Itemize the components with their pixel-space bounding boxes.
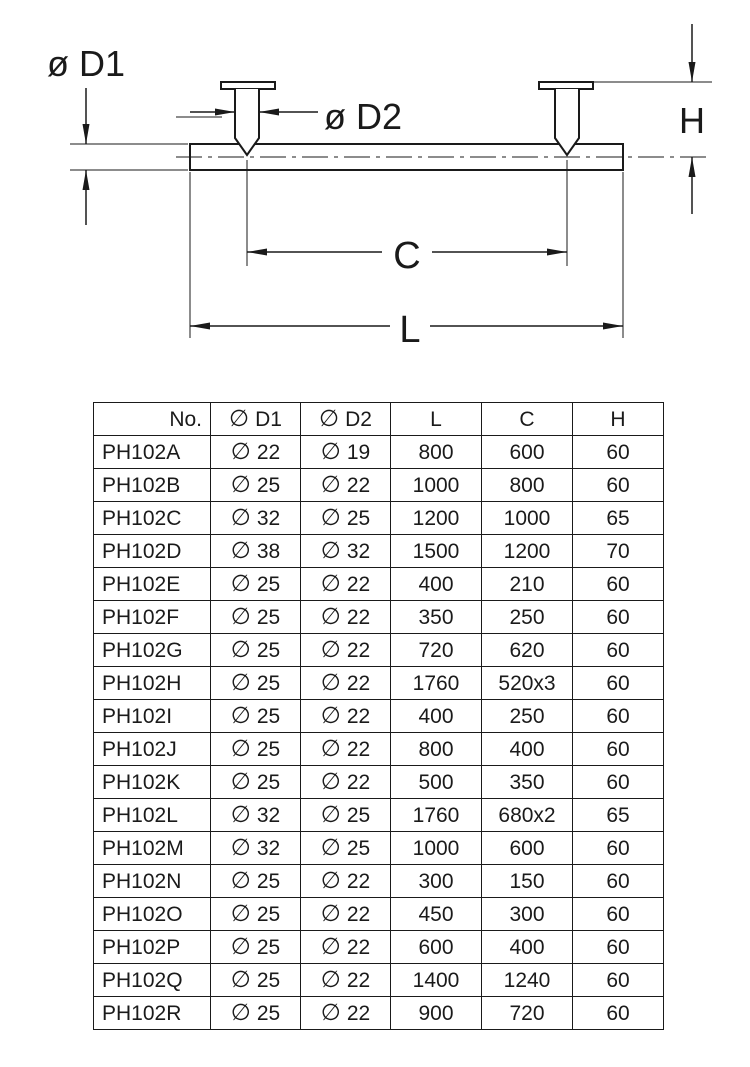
cell-no: PH102O bbox=[94, 898, 211, 931]
cell-no: PH102C bbox=[94, 502, 211, 535]
cell-d1: ∅ 25 bbox=[211, 931, 301, 964]
table-row bbox=[94, 766, 664, 799]
diameter-icon: ∅ bbox=[320, 900, 341, 926]
cell-no: PH102I bbox=[94, 700, 211, 733]
cell-d1: ∅ 22 bbox=[211, 436, 301, 469]
header-c: C bbox=[482, 403, 573, 436]
cell-d1: ∅ 25 bbox=[211, 766, 301, 799]
diameter-icon: ∅ bbox=[230, 669, 251, 695]
cell-c: 300 bbox=[482, 898, 573, 931]
cell-d2: ∅ 22 bbox=[301, 700, 391, 733]
header-d1: ∅ D1 bbox=[211, 403, 301, 436]
d1-label: ø D1 bbox=[47, 43, 126, 84]
cell-l: 900 bbox=[391, 997, 482, 1030]
cell-h: 60 bbox=[573, 469, 664, 502]
table-row bbox=[94, 931, 664, 964]
cell-h: 65 bbox=[573, 502, 664, 535]
cell-no: PH102P bbox=[94, 931, 211, 964]
diameter-icon: ∅ bbox=[230, 834, 251, 860]
table-row bbox=[94, 601, 664, 634]
cell-c: 250 bbox=[482, 700, 573, 733]
diameter-icon: ∅ bbox=[320, 603, 341, 629]
cell-h: 60 bbox=[573, 964, 664, 997]
diameter-icon: ∅ bbox=[320, 834, 341, 860]
cell-l: 1000 bbox=[391, 469, 482, 502]
table-row bbox=[94, 832, 664, 865]
cell-d1: ∅ 32 bbox=[211, 799, 301, 832]
table-row bbox=[94, 733, 664, 766]
cell-no: PH102N bbox=[94, 865, 211, 898]
diameter-icon: ∅ bbox=[320, 735, 341, 761]
cell-no: PH102H bbox=[94, 667, 211, 700]
cell-no: PH102D bbox=[94, 535, 211, 568]
cell-h: 60 bbox=[573, 700, 664, 733]
cell-d1: ∅ 25 bbox=[211, 601, 301, 634]
table-row bbox=[94, 964, 664, 997]
diameter-icon: ∅ bbox=[230, 636, 251, 662]
cell-l: 1760 bbox=[391, 667, 482, 700]
diameter-icon: ∅ bbox=[320, 471, 341, 497]
diameter-icon: ∅ bbox=[230, 438, 251, 464]
cell-h: 60 bbox=[573, 766, 664, 799]
cell-c: 400 bbox=[482, 931, 573, 964]
header-l: L bbox=[391, 403, 482, 436]
cell-d1: ∅ 32 bbox=[211, 832, 301, 865]
cell-c: 150 bbox=[482, 865, 573, 898]
cell-no: PH102B bbox=[94, 469, 211, 502]
cell-c: 520x3 bbox=[482, 667, 573, 700]
cell-d2: ∅ 22 bbox=[301, 469, 391, 502]
cell-d2: ∅ 25 bbox=[301, 799, 391, 832]
cell-c: 250 bbox=[482, 601, 573, 634]
cell-d1: ∅ 25 bbox=[211, 568, 301, 601]
cell-d1: ∅ 25 bbox=[211, 667, 301, 700]
diameter-icon: ∅ bbox=[230, 999, 251, 1025]
diameter-icon: ∅ bbox=[230, 504, 251, 530]
cell-l: 400 bbox=[391, 568, 482, 601]
cell-c: 1000 bbox=[482, 502, 573, 535]
cell-c: 1240 bbox=[482, 964, 573, 997]
cell-c: 210 bbox=[482, 568, 573, 601]
cell-no: PH102M bbox=[94, 832, 211, 865]
cell-c: 400 bbox=[482, 733, 573, 766]
cell-d2: ∅ 22 bbox=[301, 997, 391, 1030]
header-no: No. bbox=[94, 403, 211, 436]
cell-no: PH102K bbox=[94, 766, 211, 799]
header-h: H bbox=[573, 403, 664, 436]
diameter-icon: ∅ bbox=[229, 405, 250, 431]
cell-d2: ∅ 22 bbox=[301, 865, 391, 898]
cell-c: 720 bbox=[482, 997, 573, 1030]
cell-l: 720 bbox=[391, 634, 482, 667]
cell-h: 60 bbox=[573, 865, 664, 898]
cell-c: 600 bbox=[482, 436, 573, 469]
diameter-icon: ∅ bbox=[320, 504, 341, 530]
cell-h: 60 bbox=[573, 997, 664, 1030]
cell-d2: ∅ 22 bbox=[301, 634, 391, 667]
cell-no: PH102L bbox=[94, 799, 211, 832]
table-row bbox=[94, 865, 664, 898]
cell-c: 680x2 bbox=[482, 799, 573, 832]
cell-d1: ∅ 25 bbox=[211, 997, 301, 1030]
table-row bbox=[94, 997, 664, 1030]
diameter-icon: ∅ bbox=[230, 933, 251, 959]
header-d2: ∅ D2 bbox=[301, 403, 391, 436]
cell-l: 600 bbox=[391, 931, 482, 964]
diameter-icon: ∅ bbox=[320, 801, 341, 827]
diameter-icon: ∅ bbox=[320, 570, 341, 596]
cell-no: PH102J bbox=[94, 733, 211, 766]
cell-d2: ∅ 25 bbox=[301, 832, 391, 865]
table-row bbox=[94, 700, 664, 733]
cell-d2: ∅ 32 bbox=[301, 535, 391, 568]
diameter-icon: ∅ bbox=[230, 768, 251, 794]
cell-l: 1400 bbox=[391, 964, 482, 997]
cell-d1: ∅ 32 bbox=[211, 502, 301, 535]
cell-no: PH102R bbox=[94, 997, 211, 1030]
cell-c: 350 bbox=[482, 766, 573, 799]
cell-l: 450 bbox=[391, 898, 482, 931]
diameter-icon: ∅ bbox=[320, 966, 341, 992]
diameter-icon: ∅ bbox=[320, 438, 341, 464]
cell-d1: ∅ 25 bbox=[211, 898, 301, 931]
cell-c: 620 bbox=[482, 634, 573, 667]
cell-d1: ∅ 25 bbox=[211, 700, 301, 733]
table-row bbox=[94, 667, 664, 700]
cell-h: 65 bbox=[573, 799, 664, 832]
diameter-icon: ∅ bbox=[320, 999, 341, 1025]
cell-d1: ∅ 25 bbox=[211, 733, 301, 766]
diameter-icon: ∅ bbox=[230, 966, 251, 992]
table-header-row bbox=[94, 403, 664, 436]
cell-c: 800 bbox=[482, 469, 573, 502]
cell-c: 600 bbox=[482, 832, 573, 865]
cell-l: 1760 bbox=[391, 799, 482, 832]
diameter-icon: ∅ bbox=[230, 801, 251, 827]
cell-d1: ∅ 38 bbox=[211, 535, 301, 568]
d2-label: ø D2 bbox=[324, 96, 403, 137]
diameter-icon: ∅ bbox=[320, 636, 341, 662]
cell-h: 60 bbox=[573, 931, 664, 964]
cell-l: 800 bbox=[391, 733, 482, 766]
cell-l: 400 bbox=[391, 700, 482, 733]
cell-d1: ∅ 25 bbox=[211, 469, 301, 502]
table-row bbox=[94, 535, 664, 568]
cell-d1: ∅ 25 bbox=[211, 634, 301, 667]
table-row bbox=[94, 634, 664, 667]
cell-l: 500 bbox=[391, 766, 482, 799]
cell-l: 800 bbox=[391, 436, 482, 469]
l-label: L bbox=[399, 309, 421, 351]
diameter-icon: ∅ bbox=[320, 768, 341, 794]
cell-no: PH102F bbox=[94, 601, 211, 634]
cell-l: 1500 bbox=[391, 535, 482, 568]
cell-d2: ∅ 22 bbox=[301, 931, 391, 964]
diameter-icon: ∅ bbox=[320, 537, 341, 563]
table-body bbox=[94, 436, 664, 1030]
cell-h: 60 bbox=[573, 898, 664, 931]
table-row bbox=[94, 502, 664, 535]
cell-d2: ∅ 22 bbox=[301, 568, 391, 601]
cell-no: PH102G bbox=[94, 634, 211, 667]
cell-c: 1200 bbox=[482, 535, 573, 568]
cell-l: 350 bbox=[391, 601, 482, 634]
cell-d2: ∅ 19 bbox=[301, 436, 391, 469]
diameter-icon: ∅ bbox=[230, 900, 251, 926]
diameter-icon: ∅ bbox=[320, 702, 341, 728]
cell-no: PH102A bbox=[94, 436, 211, 469]
cell-d2: ∅ 22 bbox=[301, 667, 391, 700]
diameter-icon: ∅ bbox=[320, 933, 341, 959]
diameter-icon: ∅ bbox=[230, 702, 251, 728]
diameter-icon: ∅ bbox=[230, 603, 251, 629]
diameter-icon: ∅ bbox=[230, 537, 251, 563]
cell-d2: ∅ 22 bbox=[301, 601, 391, 634]
table-row bbox=[94, 799, 664, 832]
cell-h: 60 bbox=[573, 733, 664, 766]
table-row bbox=[94, 898, 664, 931]
diameter-icon: ∅ bbox=[320, 669, 341, 695]
diameter-icon: ∅ bbox=[230, 471, 251, 497]
diameter-icon: ∅ bbox=[230, 570, 251, 596]
cell-h: 70 bbox=[573, 535, 664, 568]
diameter-icon: ∅ bbox=[230, 735, 251, 761]
table-row bbox=[94, 469, 664, 502]
cell-h: 60 bbox=[573, 601, 664, 634]
cell-l: 1200 bbox=[391, 502, 482, 535]
cell-no: PH102Q bbox=[94, 964, 211, 997]
handle-dimension-drawing bbox=[0, 0, 750, 380]
diameter-icon: ∅ bbox=[230, 867, 251, 893]
cell-h: 60 bbox=[573, 436, 664, 469]
cell-d2: ∅ 22 bbox=[301, 898, 391, 931]
cell-no: PH102E bbox=[94, 568, 211, 601]
cell-l: 300 bbox=[391, 865, 482, 898]
spec-table bbox=[93, 402, 664, 1030]
cell-d2: ∅ 22 bbox=[301, 766, 391, 799]
cell-d2: ∅ 25 bbox=[301, 502, 391, 535]
c-label: C bbox=[393, 235, 421, 277]
cell-h: 60 bbox=[573, 832, 664, 865]
cell-d2: ∅ 22 bbox=[301, 733, 391, 766]
table-row bbox=[94, 436, 664, 469]
cell-l: 1000 bbox=[391, 832, 482, 865]
cell-d2: ∅ 22 bbox=[301, 964, 391, 997]
cell-h: 60 bbox=[573, 568, 664, 601]
cell-d1: ∅ 25 bbox=[211, 865, 301, 898]
diameter-icon: ∅ bbox=[319, 405, 340, 431]
table-row bbox=[94, 568, 664, 601]
diameter-icon: ∅ bbox=[320, 867, 341, 893]
cell-h: 60 bbox=[573, 634, 664, 667]
h-label: H bbox=[679, 100, 705, 141]
cell-h: 60 bbox=[573, 667, 664, 700]
cell-d1: ∅ 25 bbox=[211, 964, 301, 997]
